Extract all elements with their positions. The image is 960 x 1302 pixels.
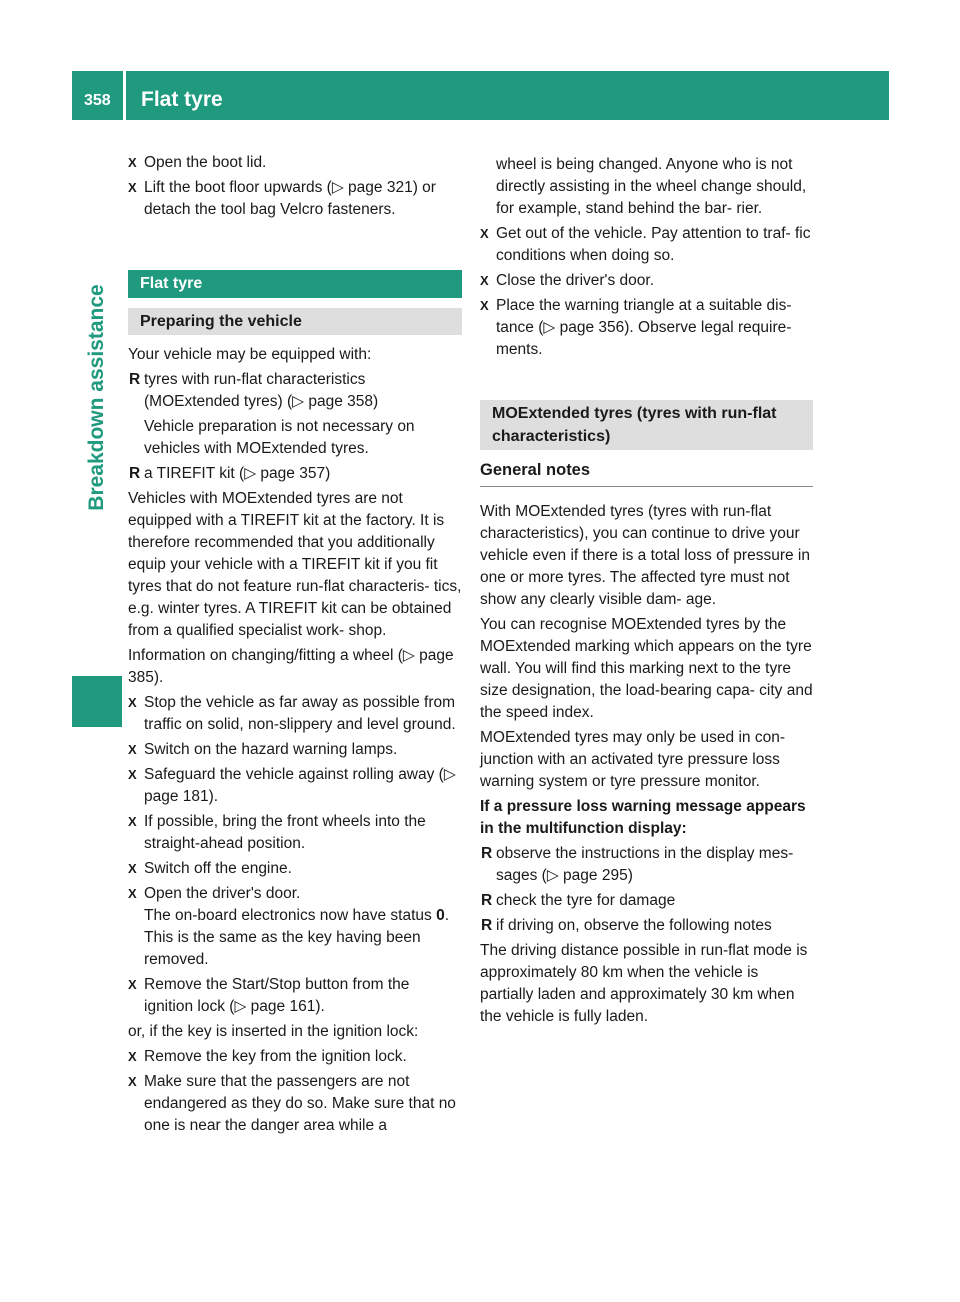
bullet-item [480,843,813,887]
equipped-intro: Your vehicle may be equipped with: [128,346,372,363]
side-tab [72,125,122,670]
bullet-item [480,915,813,937]
step-item [128,152,462,174]
paragraph: Vehicles with MOExtended tyres are not equipped with a TIREFIT kit at the factory. It is therefore recommended that you additionally equip your vehicle with a TIREFIT kit if you fit tyres that do not feature run-flat characteris- tics, e.g. winter tyres. A TIREFIT kit can be obtained from a qualified specialist work- shop. [128,490,462,639]
step-item [480,270,813,292]
step-arrow-icon: X [128,1049,137,1064]
bullet-text: a TIREFIT kit (▷ page 357) [144,465,331,482]
step-arrow-icon: X [128,886,137,901]
continuation-text: wheel is being changed. Anyone who is not directly assisting in the wheel change should, for example, stand behind the bar- rier. [496,156,807,217]
step-arrow-icon: X [128,814,137,829]
bullet-icon: R [481,917,493,934]
bullet-item [480,890,813,912]
header-divider [123,71,126,120]
step-text: Close the driver's door. [496,272,655,289]
step-arrow-icon: X [128,861,137,876]
side-tab-label: Breakdown assistance [85,284,108,511]
bullet-text: check the tyre for damage [496,892,676,909]
step-text: Remove the Start/Stop button from the ignition lock (▷ page 161). [144,976,410,1015]
step-arrow-icon: X [128,742,137,757]
step-text: Place the warning triangle at a suitable dis- tance (▷ page 356). Observe legal require- ments. [496,297,792,358]
status-value: 0 [436,907,445,924]
step-arrow-icon: X [128,767,137,782]
step-item [128,1071,462,1137]
step-arrow-icon: X [128,977,137,992]
bullet-icon: R [481,892,493,909]
step-item [128,739,462,761]
bullet-item [128,463,462,485]
subsection-heading: Preparing the vehicle [128,308,462,335]
bullet-item [128,369,462,413]
general-notes-heading: General notes [480,459,813,487]
step-text: Lift the boot floor upwards (▷ page 321) or detach the tool bag Velcro fasteners. [144,179,436,218]
step-item [128,811,462,855]
bullet-text: if driving on, observe the following notes [496,917,772,934]
step-text: Safeguard the vehicle against rolling away (▷ page 181). [144,766,456,805]
door-note: The on-board electronics now have status [144,907,437,924]
step-arrow-icon: X [480,226,489,241]
bullet-icon: R [481,845,493,862]
right-column [480,154,813,1031]
or-line: or, if the key is inserted in the ignition lock: [128,1023,419,1040]
step-text: Stop the vehicle as far away as possible from traffic on solid, non-slippery and level ground. [144,694,456,733]
bullet-note: Vehicle preparation is not necessary on vehicles with MOExtended tyres. [144,418,415,457]
step-item [480,295,813,361]
step-item [128,1046,462,1068]
step-item [128,883,462,971]
paragraph: Information on changing/fitting a wheel (▷ page 385). [128,647,454,686]
door-note-end: . This is the same as the key having been removed. [144,907,450,968]
side-tab-marker [72,676,122,727]
closing-paragraph: The driving distance possible in run-flat mode is approximately 80 km when the vehicle is partially laden and approximately 30 km when the vehicle is fully laden. [480,942,808,1025]
bullet-icon: R [129,465,141,482]
step-item [128,764,462,808]
paragraph: With MOExtended tyres (tyres with run-flat characteristics), you can continue to drive your vehicle even if there is a total loss of pressure in one or more tyres. The affected tyre must not show any clearly visible dam- age. [480,503,810,608]
bullet-text: tyres with run-flat characteristics (MOExtended tyres) (▷ page 358) [144,371,379,410]
step-text: Switch off the engine. [144,860,292,877]
step-arrow-icon: X [128,695,137,710]
step-text: Open the boot lid. [144,154,267,171]
step-text: Make sure that the passengers are not endangered as they do so. Make sure that no one is near the danger area while a [144,1073,456,1134]
warning-heading: If a pressure loss warning message appears in the multifunction display: [480,798,806,837]
step-item [128,177,462,221]
step-arrow-icon: X [480,298,489,313]
bullet-icon: R [129,371,141,388]
step-item [480,223,813,267]
step-item [128,974,462,1018]
bullet-text: observe the instructions in the display mes- sages (▷ page 295) [496,845,794,884]
step-arrow-icon: X [480,273,489,288]
step-text: Remove the key from the ignition lock. [144,1048,407,1065]
left-column [128,152,462,1140]
paragraph: MOExtended tyres may only be used in con- junction with an activated tyre pressure loss warning system or tyre pressure monitor. [480,729,785,790]
step-text: If possible, bring the front wheels into the straight-ahead position. [144,813,426,852]
section-heading-moextended: MOExtended tyres (tyres with run-flat characteristics) [480,400,813,450]
section-heading: Flat tyre [128,270,462,298]
step-text: Open the driver's door. [144,885,301,902]
step-arrow-icon: X [128,155,137,170]
page-number: 358 [84,92,111,109]
step-text: Switch on the hazard warning lamps. [144,741,398,758]
step-text: Get out of the vehicle. Pay attention to traf- fic conditions when doing so. [496,225,811,264]
paragraph: You can recognise MOExtended tyres by the MOExtended marking which appears on the tyre wall. You will find this marking next to the tyre size designation, the load-bearing capa- city and the speed index. [480,616,813,721]
step-arrow-icon: X [128,1074,137,1089]
step-arrow-icon: X [128,180,137,195]
step-item [128,858,462,880]
page-title: Flat tyre [141,88,223,111]
step-item [128,692,462,736]
